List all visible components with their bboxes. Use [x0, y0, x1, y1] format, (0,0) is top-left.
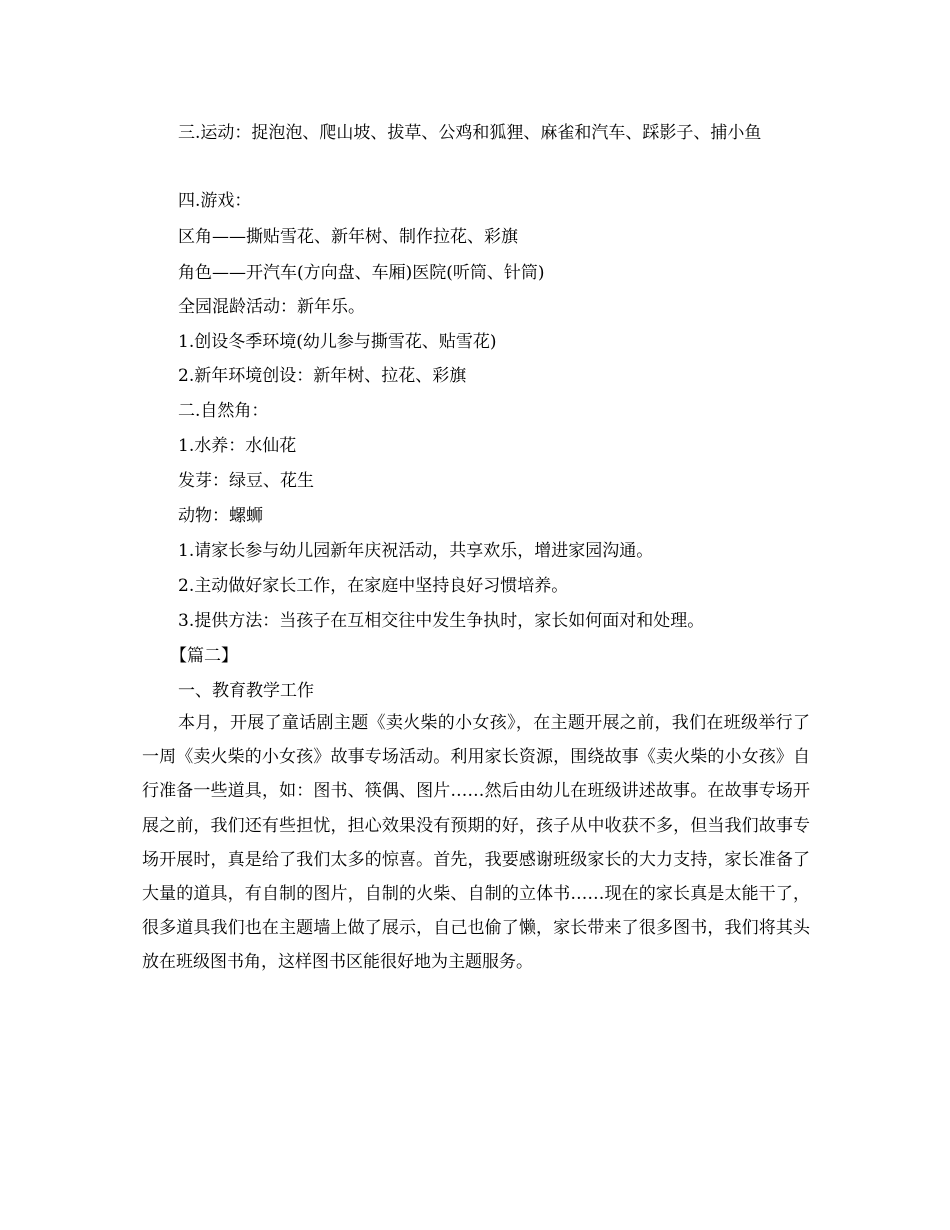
environment-item-2: 2.新年环境创设：新年树、拉花、彩旗	[178, 366, 467, 386]
animals-line: 动物：螺蛳	[178, 506, 263, 526]
parent-item-3: 3.提供方法：当孩子在互相交往中发生争执时，家长如何面对和处理。	[178, 611, 705, 631]
teaching-heading: 一、教育教学工作	[178, 681, 314, 701]
mixed-age-activity: 全园混龄活动：新年乐。	[178, 297, 365, 317]
sprouting-line: 发芽：绿豆、花生	[178, 471, 314, 491]
section-three-sports: 三.运动：捉泡泡、爬山坡、拔草、公鸡和狐狸、麻雀和汽车、踩影子、捕小鱼	[178, 123, 762, 143]
role-play-line: 角色——开汽车(方向盘、车厢)医院(听筒、针筒)	[178, 263, 545, 283]
parent-item-2: 2.主动做好家长工作，在家庭中坚持良好习惯培养。	[178, 576, 569, 596]
corner-area-line: 区角——撕贴雪花、新年树、制作拉花、彩旗	[178, 227, 518, 247]
teaching-paragraph: 本月，开展了童话剧主题《卖火柴的小女孩》，在主题开展之前，我们在班级举行了一周《卖火柴的小女孩》故事专场活动。利用家长资源，围绕故事《卖火柴的小女孩》自行准备一些道具，如：图书、筷偶、图片……然后由幼儿在班级讲述故事。在故事专场开展之前，我们还有些担忧，担心效果没有预期的好，孩子从中收获不多，但当我们故事专场开展时，真是给了我们太多的惊喜。首先，我要感谢班级家长的大力支持，家长准备了大量的道具，有自制的图片，自制的火柴、自制的立体书……现在的家长真是太能干了，很多道具我们也在主题墙上做了展示，自己也偷了懒，家长带来了很多图书，我们将其头放在班级图书角，这样图书区能很好地为主题服务。	[142, 713, 810, 973]
nature-corner-heading: 二.自然角：	[178, 401, 269, 421]
section-four-games: 四.游戏：	[178, 191, 252, 211]
part-two-heading: 【篇二】	[170, 646, 238, 666]
water-culture-line: 1.水养：水仙花	[178, 436, 297, 456]
environment-item-1: 1.创设冬季环境(幼儿参与撕雪花、贴雪花)	[178, 332, 497, 352]
parent-item-1: 1.请家长参与幼儿园新年庆祝活动，共享欢乐，增进家园沟通。	[178, 541, 654, 561]
